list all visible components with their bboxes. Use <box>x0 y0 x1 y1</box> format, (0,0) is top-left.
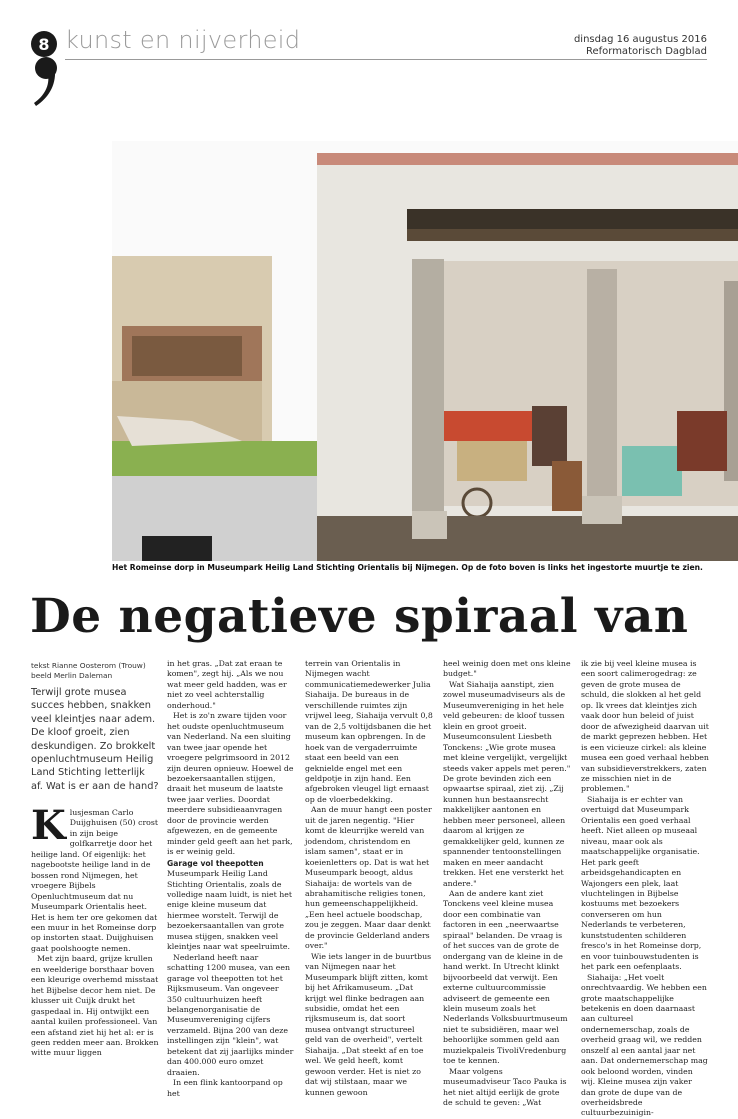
text-credit: tekst Rianne Oosterom (Trouw) <box>31 661 146 670</box>
comma-icon <box>30 56 60 108</box>
paragraph: Maar volgens museumadviseur Taco Pauka is het niet altijd eerlijk de grote de schuld te geven: „Wat <box>443 1066 567 1108</box>
paragraph: Het is zo'n zware tijden voor het oudste openluchtmuseum van Nederland. Na een sluiting van twee jaar opende het vroegere pelgrimsoord in 2012 zijn deuren opnieuw. Hoewel de bezoekersaantallen stijgen, draait het museum de laatste twee jaar verlies. Doordat meerdere subsidieaanvragen door de provincie werden afgewezen, en de gemeente minder geld geeft aan het park, is er weinig geld. <box>167 711 294 857</box>
paragraph: in het gras. „Dat zat eraan te komen", zegt hij. „Als we nou wat meer geld hadden, was er niet zo veel achterstallig onderhoud." <box>167 659 287 710</box>
article-column-4 <box>443 659 571 1108</box>
page-number-badge <box>31 31 57 57</box>
page-number: 8 <box>38 34 50 54</box>
paragraph: ik zie bij veel kleine musea is een soort calimerogedrag: ze geven de grote musea de schuld, die slokken al het geld op. Ik vrees dat kleintjes zich vaak door hun beleid of juist door de afwezigheid daarvan uit de markt geprezen hebben. Het is een vicieuze cirkel: als kleine musea een goed verhaal hebben van subsidieverstrekkers, zaten ze misschien niet in de problemen." <box>581 659 709 794</box>
lead-paragraph <box>31 686 159 793</box>
paragraph: Met zijn baard, grijze krullen en weelderige borsthaar boven een kleurige overhemd misstaat het Bijbelse decor hem niet. De klusser uit Cuijk drukt het gaspedaal in. Hij ontwijkt een aantal kuilen professioneel. Van een afstand ziet hij het al: er is geen redden meer aan. Brokken witte muur liggen <box>31 954 159 1058</box>
paragraph: Nederland heeft naar schatting 1200 musea, van een garage vol theepotten tot het Rijksmuseum. Van ongeveer 350 cultuurhuizen heeft belangenorganisatie de Museumvereniging cijfers verzameld. Bijna 200 van deze instellingen zijn "klein", wat betekent dat zij jaarlijks minder dan 400.000 euro omzet draaien. <box>167 952 294 1077</box>
paragraph: Aan de muur hangt een poster uit de jaren negentig. "Hier komt de kleurrijke wereld van jodendom, christendom en islam samen", staat er in koeienletters op. Dat is wat het Museumpark beoogt, aldus Siahaija: de wortels van de abrahamitische religies tonen, hun gemeenschappelijkheid. „Een heel actuele boodschap, zou je zeggen. Maar daar denkt de provincie Gelderland anders over." <box>305 805 432 951</box>
paragraph: terrein van Orientalis in Nijmegen wacht communicatiemedewerker Julia Siahaija. De bureaus in de verschillende ruimtes zijn vrijwel leeg, Siahaija vervult 0,8 van de 2,5 voltijdsbanen die het museum kan opbrengen. In de hoek van de vergaderruimte staat een beeld van een geknielde engel met een geldpotje in zijn hand. Een afgebroken vleugel ligt ernaast op de vloerbedekking. <box>305 659 433 804</box>
lead-text: Terwijl grote musea succes hebben, snakken veel kleintjes naar adem. De kloof groeit, zien deskundigen. Zo brokkelt openluchtmuseum Heilig Land Stichting letterlijk af. Wat is er aan de hand? <box>31 687 159 792</box>
paragraph: Aan de andere kant ziet Tonckens veel kleine musea door een combinatie van factoren in een „neerwaartse spiraal" belanden. De vraag is of het succes van de grote de ondergang van de kleine in de hand werkt. In Utrecht klinkt bijvoorbeeld dat verwijt. Een externe cultuurcommissie adviseert de gemeente een klein museum zoals het Nederlands Volksbuurtmuseum niet te subsidiëren, maar wel behoorlijke sommen geld aan muziekpaleis TivoliVredenburg toe te kennen. <box>443 888 568 1066</box>
article-column-5 <box>581 659 709 1119</box>
paragraph: In een flink kantoorpand op het <box>167 1078 283 1098</box>
article-column-2 <box>167 659 295 1099</box>
byline <box>31 661 146 681</box>
photo-credit: beeld Merlin Daleman <box>31 671 113 680</box>
dateline <box>574 34 707 58</box>
newspaper-name: Reformatorisch Dagblad <box>585 46 707 57</box>
article-column-3 <box>305 659 433 1098</box>
paragraph: Siahaija is er echter van overtuigd dat Museumpark Orientalis een goed verhaal heeft. Niet alleen op museaal niveau, maar ook als maatschappelijke organisatie. Het park geeft arbeidsgehandicapten en Wajongers een plek, laat vluchtelingen in Bijbelse kostuums met bezoekers converseren om hun Nederlands te verbeteren, kunststudenten schilderen fresco's in het Romeinse dorp, en voor tuinbouwstudenten is het park een oefenplaats. <box>581 794 702 972</box>
headline: De negatieve spiraal van <box>30 589 689 644</box>
paragraph: Museumpark Heilig Land Stichting Orientalis, zoals de volledige naam luidt, is niet het enige kleine museum dat hiermee worstelt. Terwijl de bezoekersaantallen van grote musea stijgen, snakken veel kleintjes naar wat speelruimte. <box>167 869 293 952</box>
article-column-1 <box>31 802 159 1059</box>
paragraph: Siahaija: „Het voelt onrechtvaardig. We hebben een grote maatschappelijke betekenis en doen daarnaast aan cultureel ondernemerschap, zoals de overheid graag wil, we redden onszelf al een aantal jaar net aan. Dat ondernemerschap mag ook beloond worden, vinden wij. Kleine musea zijn vaker dan grote de dupe van de overheidsbrede cultuurbezuinigin- <box>581 972 708 1118</box>
paragraph: Wie iets langer in de buurtbus van Nijmegen naar het Museumpark blijft zitten, komt bij het Afrikamuseum. „Dat krijgt wel flinke bedragen aan subsidie, omdat het een rijksmuseum is, dat soort musea ontvangt structureel geld van de overheid", vertelt Siahaija. „Dat steekt af en toe wel. We geld heeft, komt gewoon verder. Het is niet zo dat wij stilstaan, maar we kunnen gewoon <box>305 951 432 1097</box>
header-rule <box>65 59 707 60</box>
issue-date: dinsdag 16 augustus 2016 <box>573 34 707 45</box>
paragraph: heel weinig doen met ons kleine budget." <box>443 659 571 679</box>
drop-cap: K <box>31 802 66 849</box>
paragraph: Wat Siahaija aanstipt, zien zowel museumadviseurs als de Museumvereniging in het hele veld gebeuren: de kloof tussen klein en groot groeit. Museumconsulent Liesbeth Tonckens: „Wie grote musea met kleine vergelijkt, vergelijkt steeds vaker appels met peren." De grote bevinden zich een opwaartse spiraal, ziet zij. „Zij kunnen hun bestaansrecht makkelijker aantonen en hebben meer personeel, alleen daarom al krijgen ze gemakkelijker geld, kunnen ze spannender tentoonstellingen maken en meer aandacht trekken. Het ene versterkt het andere." <box>443 679 571 888</box>
paragraph: lusjesman Carlo Duijghuisen (50) crost in zijn beige golfkarretje door het heilige land. Of eigenlijk: het nagebootste heilige land in de bossen rond Nijmegen, het vroegere Bijbels Openluchtmuseum dat nu Museumpark Orientalis heet. Het is hem ter ore gekomen dat een muur in het Romeinse dorp op instorten staat. Duijghuisen gaat poolshoogte nemen. <box>31 808 158 953</box>
section-title: kunst en nijverheid <box>65 26 301 54</box>
roman-village-photo <box>112 141 738 561</box>
subheading: Garage vol theepotten <box>167 858 264 868</box>
photo-caption: Het Romeinse dorp in Museumpark Heilig Land Stichting Orientalis bij Nijmegen. Op de foto boven is links het ingestorte muurtje te zien. <box>112 563 703 572</box>
